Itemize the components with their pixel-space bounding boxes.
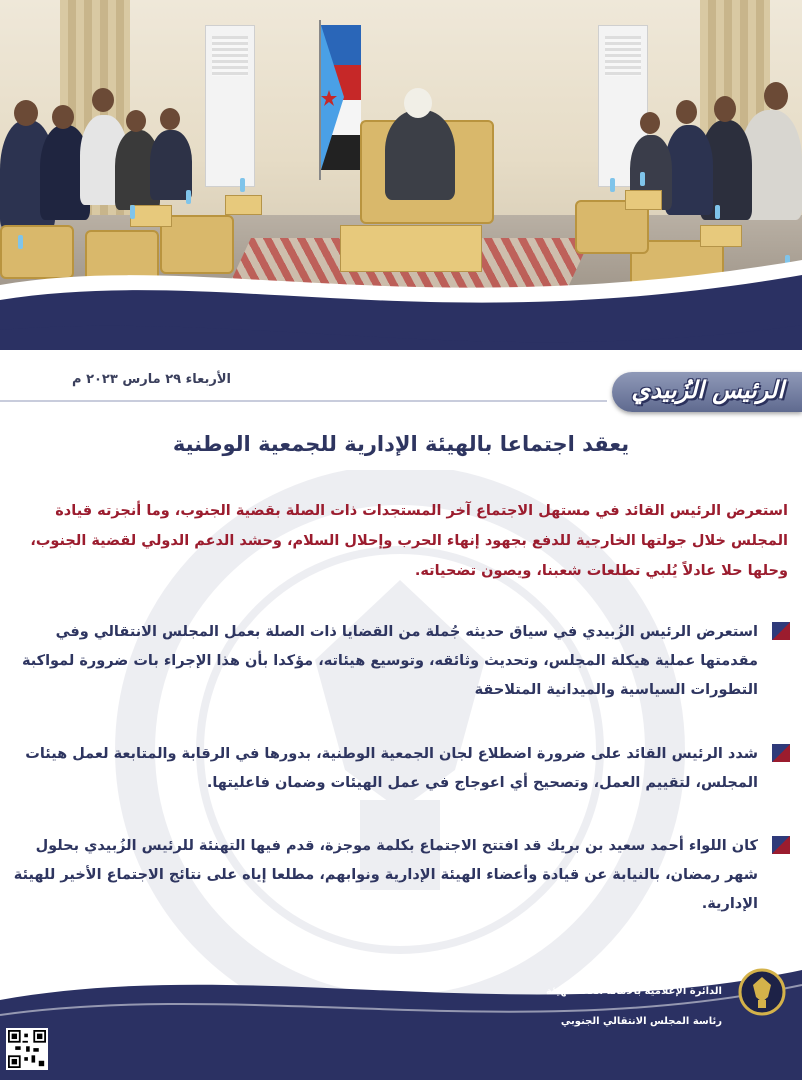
bullet-square-icon: [772, 744, 790, 762]
qr-code-icon[interactable]: [6, 1028, 48, 1070]
bullet-square-icon: [772, 836, 790, 854]
flag-icon: [318, 20, 362, 180]
speaker-head: [404, 88, 432, 118]
date-label: الأربعاء ٢٩ مارس ٢٠٢٣ م: [72, 372, 231, 387]
intro-paragraph: استعرض الرئيس القائد في مستهل الاجتماع آخر المستجدات ذات الصلة بقضية الجنوب، وما أنجزته قيادة المجلس خلال جولتها الخارجية للدفع بجهود إنهاء الحرب وإحلال السلام، وحشد الدعم الدولي لقضية الجنوب، وحلها حلا عادلاً يُلبي تطلعات شعبنا، ويصون تضحياته.: [30, 503, 788, 579]
bullet-item: [12, 740, 790, 798]
attendee-head: [714, 96, 736, 122]
bullet-text: استعرض الرئيس الزُبيدي في سياق حديثه جُملة من القضايا ذات الصلة بعمل المجلس الانتقالي وفي مقدمتها عملية هيكلة المجلس، وتحديث وثائقه، وتوسيع هيئاته، مؤكدا بأن هذا الإجراء بات ضرورة لمواكبة التطورات السياسية والميدانية المتلاحقة: [21, 624, 758, 698]
header-wave: [0, 230, 802, 360]
bullet-text: شدد الرئيس القائد على ضرورة اضطلاع لجان الجمعية الوطنية، بدورها في الرقابة والمتابعة لعمل هيئات المجلس، لتقييم العمل، وتصحيح أي اعوجاج في عمل الهيئات وضمان فاعليتها.: [25, 746, 758, 791]
water-bottle: [610, 178, 615, 192]
side-table: [625, 190, 662, 210]
bullet-square-icon: [772, 622, 790, 640]
footer-line-2: رئاسة المجلس الانتقالي الجنوبي: [560, 1016, 722, 1027]
attendee-head: [14, 100, 38, 126]
water-bottle: [240, 178, 245, 192]
attendee-head: [676, 100, 697, 124]
bullet-item: [12, 832, 790, 919]
water-bottle: [715, 205, 720, 219]
water-bottle: [130, 205, 135, 219]
headline: يعقد اجتماعا بالهيئة الإدارية للجمعية الوطنية: [172, 432, 630, 456]
president-name: الرئيس الزُبيدي: [631, 376, 784, 404]
side-table: [130, 205, 172, 227]
air-conditioner: [205, 25, 255, 187]
water-bottle: [186, 190, 191, 204]
attendee-head: [160, 108, 180, 130]
attendee-head: [126, 110, 146, 132]
bullet-text: كان اللواء أحمد سعيد بن بريك قد افتتح الاجتماع بكلمة موجزة، قدم فيها التهنئة للرئيس الزُبيدي بحلول شهر رمضان، بالنيابة عن قيادة وأعضاء الهيئة الإدارية ونوابهم، مطلعا إياه على نتائج الاجتماع الأخير للهيئة الإدارية.: [13, 838, 758, 912]
header-divider: [0, 400, 607, 402]
attendee: [665, 125, 713, 215]
name-badge: [612, 372, 802, 412]
speaker: [385, 110, 455, 200]
bullet-item: [12, 618, 790, 705]
attendee-head: [92, 88, 114, 112]
attendee-head: [764, 82, 788, 110]
footer-line-1: الدائرة الإعلامية بالأمانة العامة لهيئة: [546, 986, 722, 997]
side-table: [225, 195, 262, 215]
council-emblem-icon: [738, 968, 786, 1016]
water-bottle: [640, 172, 645, 186]
attendee-head: [52, 105, 74, 129]
attendee-head: [640, 112, 660, 134]
